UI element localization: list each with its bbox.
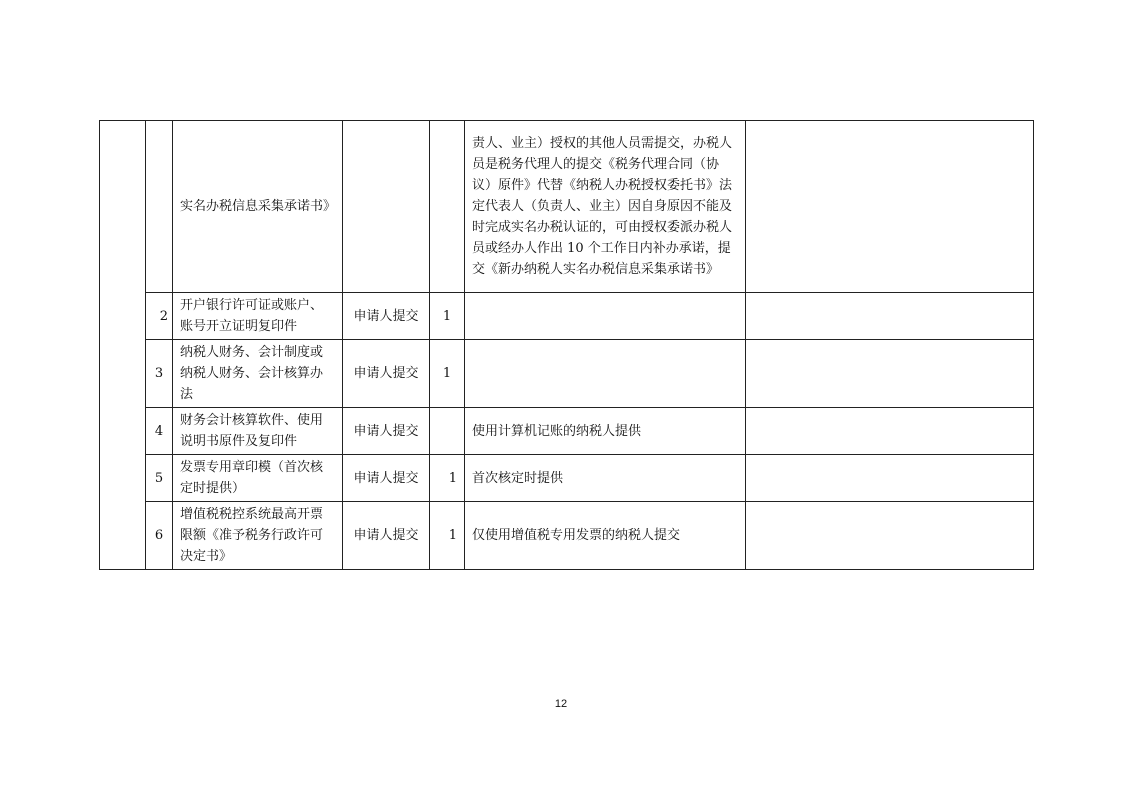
material-extra	[746, 408, 1034, 455]
material-note: 责人、业主）授权的其他人员需提交，办税人员是税务代理人的提交《税务代理合同（协议）原件》代替《纳税人办税授权委托书》法定代表人（负责人、业主）因自身原因不能及时完成实名办税认证的，可由授权委派办税人员或经办人作出 10 个工作日内补办承诺，提交《新办纳税人实名办税信息采集承诺书》	[465, 121, 746, 293]
material-source: 申请人提交	[343, 293, 430, 340]
material-name: 开户银行许可证或账户、账号开立证明复印件	[173, 293, 343, 340]
table-row	[100, 340, 1034, 408]
material-count	[430, 408, 465, 455]
row-number: 4	[146, 408, 173, 455]
material-source: 申请人提交	[343, 340, 430, 408]
material-extra	[746, 455, 1034, 502]
material-note	[465, 293, 746, 340]
row-number	[146, 121, 173, 293]
material-name: 实名办税信息采集承诺书》	[173, 121, 343, 293]
material-extra	[746, 502, 1034, 570]
page-number: 12	[554, 698, 568, 710]
material-count: 1	[430, 502, 465, 570]
material-name: 纳税人财务、会计制度或纳税人财务、会计核算办法	[173, 340, 343, 408]
material-count	[430, 121, 465, 293]
table-row	[100, 502, 1034, 570]
material-count: 1	[430, 455, 465, 502]
material-count: 1	[430, 293, 465, 340]
materials-table	[99, 120, 1034, 570]
row-number: 6	[146, 502, 173, 570]
merged-category-cell	[100, 121, 146, 570]
material-name: 发票专用章印模（首次核定时提供）	[173, 455, 343, 502]
row-number-cell	[146, 293, 173, 340]
material-note	[465, 340, 746, 408]
table-row	[100, 293, 1034, 340]
material-extra	[746, 293, 1034, 340]
material-source: 申请人提交	[343, 502, 430, 570]
table-row	[100, 408, 1034, 455]
row-number: 3	[146, 340, 173, 408]
row-number: 2	[159, 308, 168, 324]
material-extra	[746, 340, 1034, 408]
table-row	[100, 121, 1034, 293]
material-name: 财务会计核算软件、使用说明书原件及复印件	[173, 408, 343, 455]
material-extra	[746, 121, 1034, 293]
material-count: 1	[430, 340, 465, 408]
table-row	[100, 455, 1034, 502]
material-note: 仅使用增值税专用发票的纳税人提交	[465, 502, 746, 570]
material-source: 申请人提交	[343, 408, 430, 455]
row-number: 5	[146, 455, 173, 502]
material-note: 首次核定时提供	[465, 455, 746, 502]
material-source	[343, 121, 430, 293]
material-note: 使用计算机记账的纳税人提供	[465, 408, 746, 455]
material-name: 增值税税控系统最高开票限额《准予税务行政许可决定书》	[173, 502, 343, 570]
material-source: 申请人提交	[343, 455, 430, 502]
